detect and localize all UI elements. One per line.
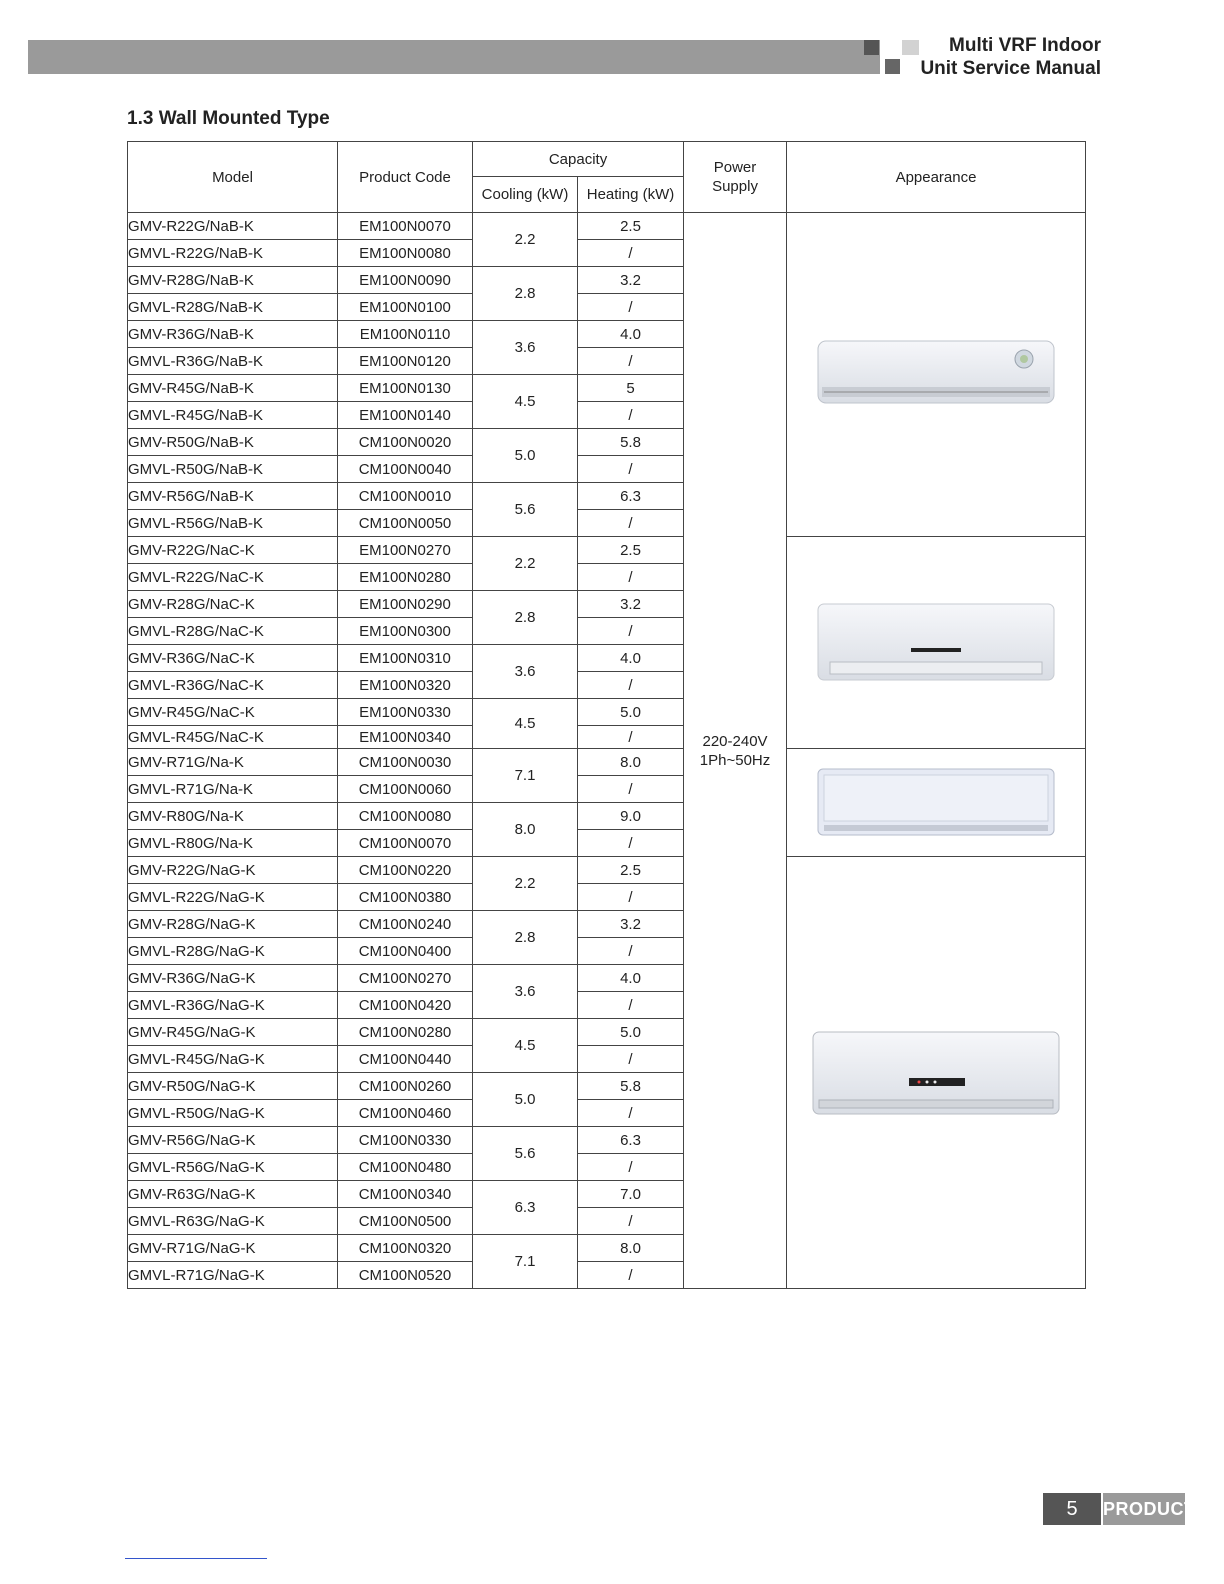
- page-footer-tab: [1043, 1493, 1196, 1525]
- model-cell: GMVL-R71G/NaG-K: [128, 1262, 338, 1289]
- power-supply-phase: 1Ph~50Hz: [699, 751, 771, 769]
- model-cell: GMVL-R50G/NaG-K: [128, 1100, 338, 1127]
- wall-mounted-spec-table: [127, 141, 1086, 1289]
- appearance-cell: [787, 213, 1086, 537]
- model-cell: GMV-R36G/NaC-K: [128, 645, 338, 672]
- cooling-capacity-cell: 4.5: [473, 1019, 578, 1073]
- product-code-cell: EM100N0110: [338, 321, 473, 348]
- heating-capacity-cell: 8.0: [578, 1235, 684, 1262]
- heating-capacity-cell: /: [578, 456, 684, 483]
- product-code-cell: EM100N0090: [338, 267, 473, 294]
- heating-capacity-cell: /: [578, 618, 684, 645]
- header-square-light: [902, 40, 919, 55]
- product-code-cell: CM100N0440: [338, 1046, 473, 1073]
- product-code-cell: CM100N0480: [338, 1154, 473, 1181]
- table-row: [128, 537, 1086, 564]
- product-code-cell: EM100N0280: [338, 564, 473, 591]
- model-cell: GMVL-R71G/Na-K: [128, 776, 338, 803]
- product-code-cell: CM100N0520: [338, 1262, 473, 1289]
- manual-title-line2: Unit Service Manual: [920, 58, 1101, 79]
- appearance-cell: [787, 749, 1086, 857]
- footer-line: [125, 1558, 267, 1559]
- heating-capacity-cell: 5.8: [578, 429, 684, 456]
- product-code-cell: CM100N0220: [338, 857, 473, 884]
- product-code-cell: CM100N0270: [338, 965, 473, 992]
- heating-capacity-cell: /: [578, 510, 684, 537]
- heating-capacity-cell: /: [578, 348, 684, 375]
- heating-capacity-cell: 6.3: [578, 483, 684, 510]
- cooling-capacity-cell: 3.6: [473, 321, 578, 375]
- product-code-cell: EM100N0320: [338, 672, 473, 699]
- product-code-cell: CM100N0380: [338, 884, 473, 911]
- product-code-cell: CM100N0240: [338, 911, 473, 938]
- cooling-capacity-cell: 5.6: [473, 483, 578, 537]
- heating-capacity-cell: 2.5: [578, 213, 684, 240]
- heating-capacity-cell: 5.0: [578, 699, 684, 726]
- manual-title: [920, 34, 1101, 80]
- power-supply-cell: [684, 213, 787, 1289]
- heating-capacity-cell: 5.0: [578, 1019, 684, 1046]
- table-row: [128, 857, 1086, 884]
- heating-capacity-cell: /: [578, 830, 684, 857]
- product-code-cell: CM100N0460: [338, 1100, 473, 1127]
- cooling-capacity-cell: 3.6: [473, 645, 578, 699]
- product-code-cell: EM100N0330: [338, 699, 473, 726]
- heating-capacity-cell: /: [578, 884, 684, 911]
- model-cell: GMV-R50G/NaG-K: [128, 1073, 338, 1100]
- product-code-cell: EM100N0140: [338, 402, 473, 429]
- cooling-capacity-cell: 2.8: [473, 267, 578, 321]
- cooling-capacity-cell: 3.6: [473, 965, 578, 1019]
- product-code-cell: CM100N0070: [338, 830, 473, 857]
- model-cell: GMV-R71G/Na-K: [128, 749, 338, 776]
- heating-capacity-cell: /: [578, 1208, 684, 1235]
- model-cell: GMVL-R63G/NaG-K: [128, 1208, 338, 1235]
- cooling-capacity-cell: 2.8: [473, 911, 578, 965]
- model-cell: GMV-R63G/NaG-K: [128, 1181, 338, 1208]
- product-code-cell: CM100N0020: [338, 429, 473, 456]
- header-product-code: Product Code: [338, 142, 473, 213]
- header-capacity: Capacity: [473, 142, 684, 177]
- heating-capacity-cell: /: [578, 938, 684, 965]
- product-code-cell: EM100N0290: [338, 591, 473, 618]
- heating-capacity-cell: 6.3: [578, 1127, 684, 1154]
- product-code-cell: CM100N0060: [338, 776, 473, 803]
- product-code-cell: EM100N0100: [338, 294, 473, 321]
- cooling-capacity-cell: 4.5: [473, 699, 578, 749]
- model-cell: GMVL-R36G/NaB-K: [128, 348, 338, 375]
- model-cell: GMV-R56G/NaB-K: [128, 483, 338, 510]
- product-code-cell: CM100N0080: [338, 803, 473, 830]
- model-cell: GMV-R56G/NaG-K: [128, 1127, 338, 1154]
- heating-capacity-cell: 4.0: [578, 645, 684, 672]
- heating-capacity-cell: 4.0: [578, 321, 684, 348]
- cooling-capacity-cell: 6.3: [473, 1181, 578, 1235]
- model-cell: GMVL-R36G/NaC-K: [128, 672, 338, 699]
- product-code-cell: CM100N0280: [338, 1019, 473, 1046]
- cooling-capacity-cell: 7.1: [473, 1235, 578, 1289]
- product-code-cell: CM100N0030: [338, 749, 473, 776]
- product-code-cell: CM100N0420: [338, 992, 473, 1019]
- header-appearance: Appearance: [787, 142, 1086, 213]
- heating-capacity-cell: /: [578, 992, 684, 1019]
- model-cell: GMV-R50G/NaB-K: [128, 429, 338, 456]
- wall-unit-nag-image: [811, 1028, 1061, 1118]
- model-cell: GMV-R22G/NaC-K: [128, 537, 338, 564]
- cooling-capacity-cell: 4.5: [473, 375, 578, 429]
- cooling-capacity-cell: 2.2: [473, 857, 578, 911]
- table-row: [128, 749, 1086, 776]
- heating-capacity-cell: 3.2: [578, 911, 684, 938]
- product-code-cell: EM100N0070: [338, 213, 473, 240]
- model-cell: GMVL-R22G/NaG-K: [128, 884, 338, 911]
- heating-capacity-cell: /: [578, 402, 684, 429]
- header-power-supply-text: Power Supply: [712, 159, 758, 195]
- header-heating: Heating (kW): [578, 177, 684, 213]
- heating-capacity-cell: /: [578, 726, 684, 749]
- header-cooling: Cooling (kW): [473, 177, 578, 213]
- cooling-capacity-cell: 5.0: [473, 429, 578, 483]
- product-code-cell: CM100N0330: [338, 1127, 473, 1154]
- heating-capacity-cell: 3.2: [578, 591, 684, 618]
- model-cell: GMVL-R45G/NaG-K: [128, 1046, 338, 1073]
- product-code-cell: CM100N0050: [338, 510, 473, 537]
- model-cell: GMVL-R80G/Na-K: [128, 830, 338, 857]
- heating-capacity-cell: /: [578, 294, 684, 321]
- model-cell: GMV-R45G/NaB-K: [128, 375, 338, 402]
- model-cell: GMV-R28G/NaC-K: [128, 591, 338, 618]
- wall-unit-na-image: [816, 763, 1056, 843]
- model-cell: GMVL-R36G/NaG-K: [128, 992, 338, 1019]
- model-cell: GMVL-R28G/NaG-K: [128, 938, 338, 965]
- heating-capacity-cell: /: [578, 1046, 684, 1073]
- model-cell: GMV-R28G/NaB-K: [128, 267, 338, 294]
- product-code-cell: EM100N0340: [338, 726, 473, 749]
- appearance-cell: [787, 857, 1086, 1289]
- header-square-mid: [885, 59, 900, 74]
- heating-capacity-cell: 7.0: [578, 1181, 684, 1208]
- heating-capacity-cell: /: [578, 776, 684, 803]
- cooling-capacity-cell: 2.2: [473, 537, 578, 591]
- header-model: Model: [128, 142, 338, 213]
- product-code-cell: CM100N0400: [338, 938, 473, 965]
- model-cell: GMV-R28G/NaG-K: [128, 911, 338, 938]
- heating-capacity-cell: /: [578, 1154, 684, 1181]
- spec-table-body: [128, 213, 1086, 1289]
- product-code-cell: CM100N0260: [338, 1073, 473, 1100]
- heating-capacity-cell: 5: [578, 375, 684, 402]
- model-cell: GMV-R22G/NaB-K: [128, 213, 338, 240]
- model-cell: GMVL-R50G/NaB-K: [128, 456, 338, 483]
- model-cell: GMVL-R22G/NaC-K: [128, 564, 338, 591]
- heating-capacity-cell: 5.8: [578, 1073, 684, 1100]
- product-code-cell: EM100N0270: [338, 537, 473, 564]
- heating-capacity-cell: /: [578, 1262, 684, 1289]
- model-cell: GMVL-R56G/NaB-K: [128, 510, 338, 537]
- product-code-cell: EM100N0310: [338, 645, 473, 672]
- manual-title-line1: Multi VRF Indoor: [949, 35, 1101, 56]
- section-label: PRODUCT: [1103, 1493, 1185, 1525]
- product-code-cell: CM100N0320: [338, 1235, 473, 1262]
- product-code-cell: EM100N0300: [338, 618, 473, 645]
- model-cell: GMV-R80G/Na-K: [128, 803, 338, 830]
- header-bar: [28, 40, 880, 74]
- model-cell: GMV-R45G/NaG-K: [128, 1019, 338, 1046]
- wall-unit-nab-image: [816, 335, 1056, 415]
- model-cell: GMVL-R22G/NaB-K: [128, 240, 338, 267]
- model-cell: GMVL-R56G/NaG-K: [128, 1154, 338, 1181]
- model-cell: GMVL-R28G/NaB-K: [128, 294, 338, 321]
- model-cell: GMV-R45G/NaC-K: [128, 699, 338, 726]
- heating-capacity-cell: /: [578, 564, 684, 591]
- heating-capacity-cell: 4.0: [578, 965, 684, 992]
- cooling-capacity-cell: 8.0: [473, 803, 578, 857]
- cooling-capacity-cell: 2.2: [473, 213, 578, 267]
- heating-capacity-cell: /: [578, 240, 684, 267]
- model-cell: GMV-R71G/NaG-K: [128, 1235, 338, 1262]
- cooling-capacity-cell: 5.6: [473, 1127, 578, 1181]
- heating-capacity-cell: 9.0: [578, 803, 684, 830]
- power-supply-voltage: 220-240V: [702, 732, 768, 750]
- table-row: [128, 213, 1086, 240]
- product-code-cell: EM100N0130: [338, 375, 473, 402]
- model-cell: GMV-R36G/NaG-K: [128, 965, 338, 992]
- product-code-cell: EM100N0120: [338, 348, 473, 375]
- heating-capacity-cell: 2.5: [578, 857, 684, 884]
- model-cell: GMVL-R45G/NaC-K: [128, 726, 338, 749]
- appearance-cell: [787, 537, 1086, 749]
- header-square-dark: [864, 40, 879, 55]
- section-title: 1.3 Wall Mounted Type: [127, 108, 330, 129]
- wall-unit-nac-image: [816, 598, 1056, 688]
- heating-capacity-cell: 8.0: [578, 749, 684, 776]
- model-cell: GMV-R36G/NaB-K: [128, 321, 338, 348]
- cooling-capacity-cell: 2.8: [473, 591, 578, 645]
- product-code-cell: CM100N0340: [338, 1181, 473, 1208]
- header-power-supply: [684, 142, 787, 213]
- model-cell: GMVL-R28G/NaC-K: [128, 618, 338, 645]
- heating-capacity-cell: /: [578, 672, 684, 699]
- cooling-capacity-cell: 5.0: [473, 1073, 578, 1127]
- heating-capacity-cell: 3.2: [578, 267, 684, 294]
- cooling-capacity-cell: 7.1: [473, 749, 578, 803]
- model-cell: GMVL-R45G/NaB-K: [128, 402, 338, 429]
- heating-capacity-cell: /: [578, 1100, 684, 1127]
- product-code-cell: CM100N0500: [338, 1208, 473, 1235]
- product-code-cell: CM100N0010: [338, 483, 473, 510]
- product-code-cell: EM100N0080: [338, 240, 473, 267]
- product-code-cell: CM100N0040: [338, 456, 473, 483]
- model-cell: GMV-R22G/NaG-K: [128, 857, 338, 884]
- heating-capacity-cell: 2.5: [578, 537, 684, 564]
- page-number: 5: [1043, 1493, 1101, 1525]
